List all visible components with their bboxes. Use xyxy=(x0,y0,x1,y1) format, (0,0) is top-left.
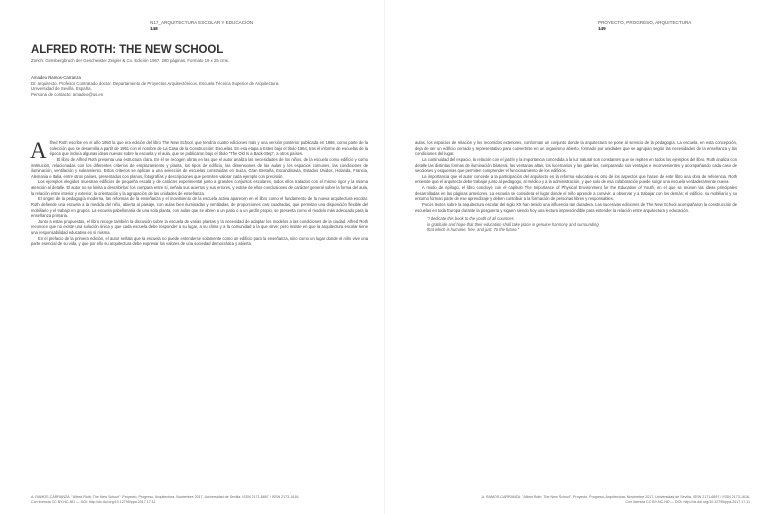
paragraph: Los ejemplos elegidos muestran edificios de pequeña escala y de carácter experimental junto a grandes conjuntos escolares, todos ellos tratados con el mismo rigor y la misma atención al detalle. El autor no se limita a describirlos: los compara entre sí, señala sus aciertos y sus errores, y extrae de ellos conclusiones de carácter general sobre la forma del aula, la relación entre interior y exterior, la orientación y la agrupación de las unidades de enseñanza. xyxy=(31,179,368,196)
bibliographic-line: Zürich: Gimsbergbruch der Geschwister Zeigler & Co. Edición 1957. 280 páginas. Formato 19 x 25 cms. xyxy=(31,58,229,63)
paragraph: El origen de la pedagogía moderna, las reformas de la enseñanza y el movimiento de la escuela activa aparecen en el libro como el fundamento de la nueva arquitectura escolar. Roth defiende una escuela a la medida del niño, abierta al paisaje, con aulas bien iluminadas y ventiladas, de proporciones casi cuadradas, que permitan una disposición flexible del mobiliario y el trabajo en grupos. La escuela pabellonaria de una sola planta, con aulas que se abren a un patio o a un jardín propio, se presenta como el modelo más adecuado para la enseñanza primaria. xyxy=(31,196,368,219)
page-footer xyxy=(415,495,750,505)
right-page xyxy=(384,0,768,514)
author-affiliation: Dr. arquitecto. Profesor Contratado doctor. Departamento de Proyectos Arquitectónicos. Escuela Técnica Superior de Arquitectura. xyxy=(31,80,280,86)
paragraph: La continuidad del espacio, la relación con el jardín y la importancia concedida a la luz natural son constantes que se repiten en todos los ejemplos del libro. Roth analiza con detalle las distintas formas de iluminación bilateral, las ventanas altas, los lucernarios y las galerías, comparando sus ventajas e inconvenientes y acompañando cada caso de secciones y esquemas que permiten comprender el funcionamiento de los edificios. xyxy=(415,156,737,174)
paragraph: Junto a estas propuestas, el libro recoge también la discusión sobre la escuela de varias plantas y la necesidad de adaptar los modelos a las condiciones de la ciudad. Alfred Roth reconoce que no existe una solución única y que cada escuela debe responder a su lugar, a su clima y a la comunidad a la que sirve; pero insiste en que la arquitectura escolar tiene una responsabilidad educativa en sí misma. xyxy=(31,218,368,235)
footer-citation: A. RAMOS-CARRANZA. "Alfred Roth: The New School". Proyecto, Progreso, Arquitectura. Noviembre 2017. Universidad de Sevilla. ISSN 2171-6897 / ISSN 2173-1616. xyxy=(481,495,750,499)
dedication-quote xyxy=(427,216,737,233)
page-number: 148 xyxy=(150,26,158,31)
paragraph: A modo de epílogo, el libro concluye con el capítulo The Importance of Physical Environment for the Education of Youth, en el que se reúnen las ideas principales desarrolladas en las páginas anteriores. La escuela se considera el lugar donde el niño aprende a convivir, a observar y a trabajar con los demás; el edificio, su mobiliario y su entorno forman parte de ese aprendizaje y deben contribuir a la formación de personas libres y responsables. xyxy=(415,185,737,202)
paragraph: El libro de Alfred Roth presenta una estructura clara. En él se recogen obras en las que el autor analiza las necesidades de los niños, de la escuela como edificio y como institución, relacionadas con los diferentes criterios de emplazamiento y planta, los tipos de edificio, las dimensiones de las aulas y los espacios comunes, las condiciones de iluminación, ventilación y soleamiento. Estos criterios se aplican a una selección de escuelas construidas en Suiza, Gran Bretaña, Escandinavia, Estados Unidos, Holanda, Francia, Alemania e Italia, entre otros países, presentados con planos, fotografías y descripciones que permiten valorar cada ejemplo con precisión. xyxy=(31,156,368,179)
header-section: PROYECTO, PROGRESO, ARQUITECTURA xyxy=(598,20,692,25)
running-header xyxy=(598,20,691,32)
paragraph: aulas, los espacios de relación y los recorridos exteriores, conforman un conjunto donde la arquitectura se pone al servicio de la pedagogía. La escuela, en esta concepción, deja de ser un edificio cerrado y representativo para convertirse en un organismo abierto, formado por unidades que se agrupan según las necesidades de la enseñanza y las condiciones del lugar. xyxy=(415,140,737,157)
drop-cap: A xyxy=(30,138,47,163)
paragraph: En el prefacio de la primera edición, el autor señala que la escuela no puede entenderse solamente como un edificio para la enseñanza, sino como un lugar donde el niño vive una parte esencial de su vida, y que por ello su arquitectura debe expresar los valores de una sociedad democrática y abierta. xyxy=(31,235,368,247)
header-section: N17_ARQUITECTURA ESCOLAR Y EDUCACIÓN xyxy=(150,20,254,25)
footer-license: Con licencia CC BY-NC-ND — DOI: http://dx.doi.org/10.12795/ppa.2017.17.11 xyxy=(625,500,750,504)
running-header xyxy=(150,20,253,32)
author-university: Universidad de Sevilla. España. xyxy=(31,86,92,92)
quote-line: "I dedicate this book to the youth of all countries xyxy=(427,216,514,222)
body-text-left xyxy=(31,140,368,247)
footer-license: Con licencia CC BY-NC-ND — DOI: http://dx.doi.org/10.12795/ppa.2017.17.11 xyxy=(31,500,156,504)
author-contact: Persona de contacto: amadeo@us.es xyxy=(31,91,103,97)
body-text-right xyxy=(415,140,737,233)
paragraph: Pocos textos sobre la arquitectura escolar del siglo XX han tenido una influencia tan duradera. Las sucesivas ediciones de The New School acompañaron la construcción de escuelas en toda Europa durante la posguerra y siguen siendo hoy una lectura imprescindible para entender la relación entre arquitectura y educación. xyxy=(415,201,737,213)
quote-line: that which is humane, free, and just. To the future." xyxy=(427,227,520,233)
article-title: ALFRED ROTH: THE NEW SCHOOL xyxy=(31,44,224,56)
quote-line: in gratitude and hope that their education shall take place in genuine harmony and surrounding xyxy=(427,221,599,227)
author-block xyxy=(31,75,331,97)
page-number: 149 xyxy=(598,26,606,31)
author-name: Amadeo Ramos-Carranza xyxy=(31,75,81,80)
paragraph: La importancia que el autor concede a la participación del arquitecto en la reforma educativa es otro de los aspectos que hacen de este libro una obra de referencia. Roth entiende que el arquitecto debe trabajar junto al pedagogo, al médico y a la administración, y que solo de esa colaboración puede surgir una escuela verdaderamente nueva. xyxy=(415,173,737,185)
page-footer xyxy=(31,495,361,505)
paragraph: Alfred Roth escribe en el año 1950 la que era edición del libro The New School, que tendría cuatro ediciones más y una versión posterior publicada en 1966, como parte de la colección que se desarrolla a partir de 1951 con el nombre de La Casa de la Construcción: Escuelas. En esa etapa a Estes bajo el título 1964, tras el informe de escuelas de la época que incluía algunas ideas nuevas sobre la escuela y el aula, que se publicaron bajo el título "The Old Is a Back-Step", a otros países. xyxy=(30,138,368,163)
footer-citation: A. RAMOS-CARRANZA. "Alfred Roth: The New School". Proyecto, Progreso, Arquitectura. Noviembre 2017. Universidad de Sevilla. ISSN 2171-6897 / ISSN 2173-1616. xyxy=(31,495,300,499)
